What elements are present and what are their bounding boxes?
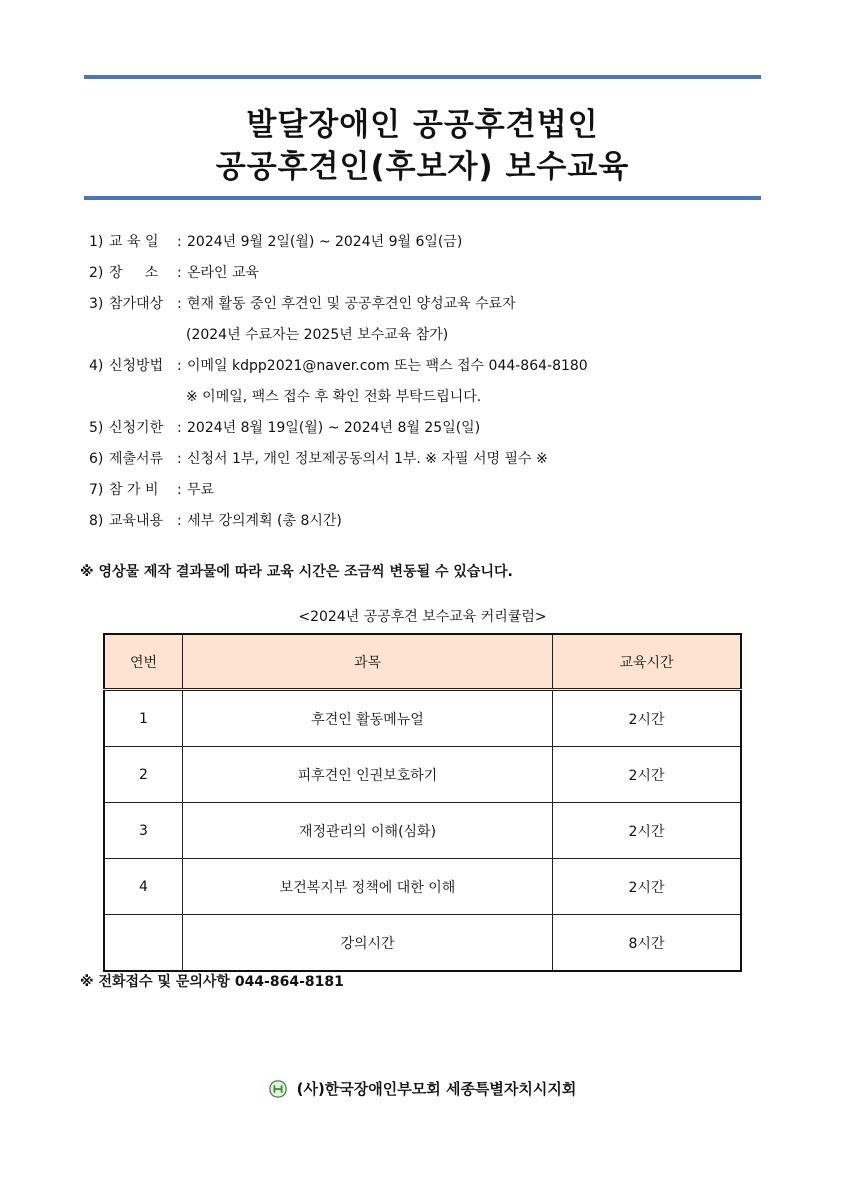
- info-item-number: 4): [89, 358, 104, 374]
- footer: [0, 1078, 845, 1099]
- info-item-continuation: [89, 324, 588, 355]
- info-item-value: 2024년 8월 19일(월) ~ 2024년 8월 25일(일): [187, 420, 481, 436]
- info-item-value: 이메일 kdpp2021@naver.com 또는 팩스 접수 044-864-8180: [187, 358, 588, 374]
- info-item-value: 현재 활동 중인 후견인 및 공공후견인 양성교육 수료자: [187, 296, 516, 312]
- info-item-target: [89, 293, 588, 324]
- cell-hours: 2시간: [553, 747, 742, 803]
- info-item-label: 교 육 일: [109, 234, 159, 250]
- info-item-label: 신청방법: [109, 358, 164, 374]
- info-item-colon: :: [177, 265, 182, 281]
- info-item-colon: :: [177, 451, 182, 467]
- info-item-colon: :: [177, 296, 182, 312]
- info-item-number: 6): [89, 451, 104, 467]
- info-item-number: 8): [89, 513, 104, 529]
- cell-number: 4: [104, 859, 183, 915]
- cell-subject: 보건복지부 정책에 대한 이해: [183, 859, 553, 915]
- info-item-value: 2024년 9월 2일(월) ~ 2024년 9월 6일(금): [187, 234, 463, 250]
- info-item-label: 제출서류: [109, 451, 164, 467]
- info-item-number: 1): [89, 234, 104, 250]
- info-item-label: 장 소: [109, 265, 159, 281]
- schedule-change-notice: ※ 영상물 제작 결과물에 따라 교육 시간은 조금씩 변동될 수 있습니다.: [80, 564, 513, 580]
- table-row: [104, 690, 741, 747]
- info-item-label: 참가대상: [109, 296, 164, 312]
- info-item-number: 2): [89, 265, 104, 281]
- cell-hours: 2시간: [553, 690, 742, 747]
- info-item-colon: :: [177, 513, 182, 529]
- info-item-label: 교육내용: [109, 513, 164, 529]
- info-list: [89, 231, 588, 541]
- info-item-number: 5): [89, 420, 104, 436]
- document-title-line2: 공공후견인(후보자) 보수교육: [215, 149, 630, 185]
- info-item-date: [89, 231, 588, 262]
- cell-hours: 8시간: [553, 915, 742, 972]
- header-hours: 교육시간: [553, 634, 742, 690]
- info-item-label: 참 가 비: [109, 482, 159, 498]
- info-item-continuation: [89, 386, 588, 417]
- table-total-row: [104, 915, 741, 972]
- cell-subject: 후견인 활동메뉴얼: [183, 690, 553, 747]
- contact-notice: ※ 전화접수 및 문의사항 044-864-8181: [80, 974, 344, 990]
- cell-number: [104, 915, 183, 972]
- cell-number: 3: [104, 803, 183, 859]
- info-item-number: 3): [89, 296, 104, 312]
- info-item-fee: [89, 479, 588, 510]
- info-item-value: 신청서 1부, 개인 정보제공동의서 1부. ※ 자필 서명 필수 ※: [187, 451, 548, 467]
- cell-number: 2: [104, 747, 183, 803]
- header-subject: 과목: [183, 634, 553, 690]
- cell-subject: 재정관리의 이해(심화): [183, 803, 553, 859]
- info-item-value: 세부 강의계획 (총 8시간): [187, 513, 342, 529]
- info-item-value: 온라인 교육: [187, 265, 260, 281]
- table-caption: <2024년 공공후견 보수교육 커리큘럼>: [298, 609, 547, 625]
- info-item-note: ※ 이메일, 팩스 접수 후 확인 전화 부탁드립니다.: [186, 389, 482, 405]
- info-item-documents: [89, 448, 588, 479]
- header-number: 연번: [104, 634, 183, 690]
- info-item-colon: :: [177, 234, 182, 250]
- cell-subject: 피후견인 인권보호하기: [183, 747, 553, 803]
- title-top-rule: [84, 75, 761, 79]
- info-item-apply-method: [89, 355, 588, 386]
- curriculum-table: [103, 633, 742, 972]
- info-item-label: 신청기한: [109, 420, 164, 436]
- table-row: [104, 803, 741, 859]
- info-item-colon: :: [177, 358, 182, 374]
- table-row: [104, 859, 741, 915]
- info-item-place: [89, 262, 588, 293]
- info-item-value: 무료: [187, 482, 215, 498]
- info-item-note: (2024년 수료자는 2025년 보수교육 참가): [186, 327, 449, 343]
- table-header-row: [104, 634, 741, 690]
- info-item-content: [89, 510, 588, 541]
- title-bottom-rule: [84, 196, 761, 200]
- cell-hours: 2시간: [553, 859, 742, 915]
- organization-logo-icon: [269, 1080, 287, 1098]
- organization-name: (사)한국장애인부모회 세종특별자치시지회: [296, 1080, 577, 1098]
- info-item-colon: :: [177, 482, 182, 498]
- info-item-deadline: [89, 417, 588, 448]
- cell-number: 1: [104, 690, 183, 747]
- info-item-colon: :: [177, 420, 182, 436]
- document-title-line1: 발달장애인 공공후견법인: [246, 107, 599, 143]
- table-row: [104, 747, 741, 803]
- cell-subject: 강의시간: [183, 915, 553, 972]
- cell-hours: 2시간: [553, 803, 742, 859]
- info-item-number: 7): [89, 482, 104, 498]
